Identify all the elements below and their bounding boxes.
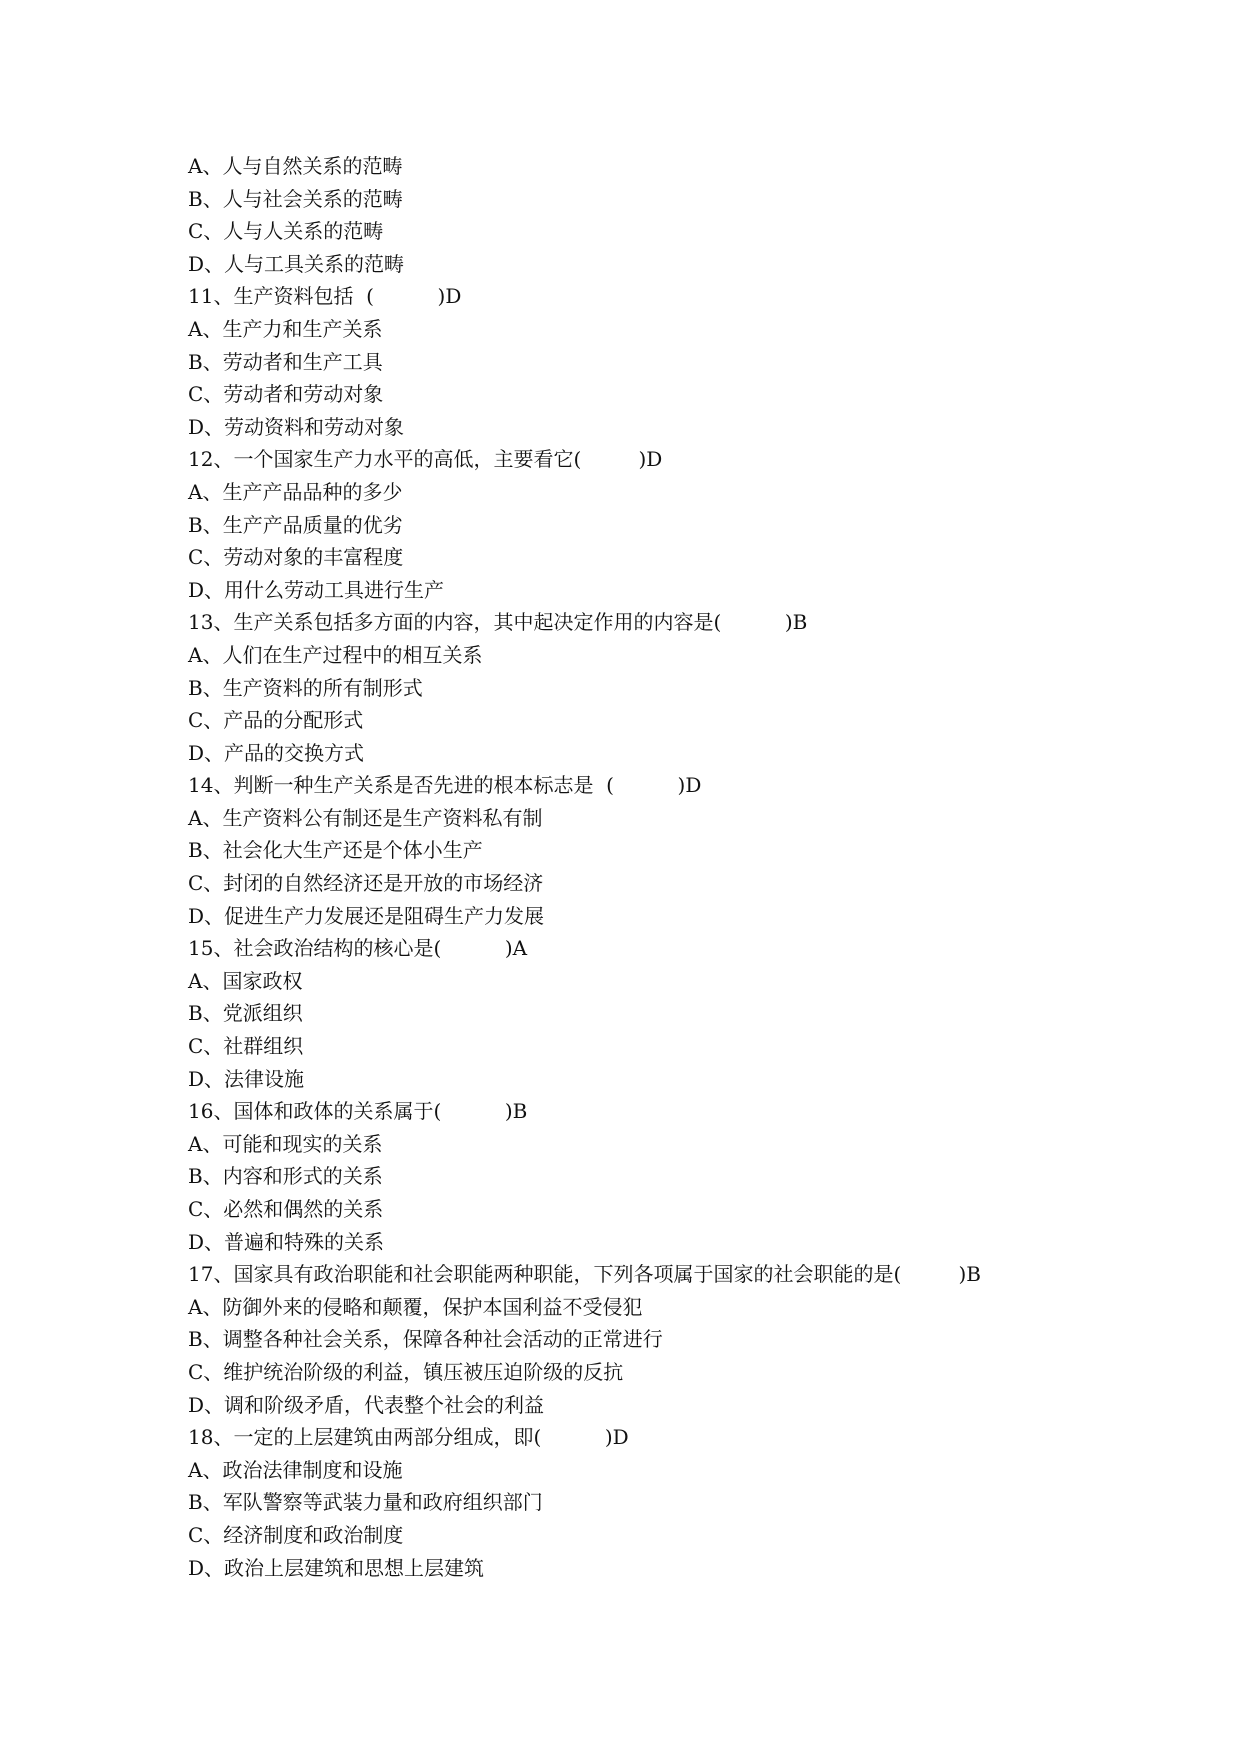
- option-c: C、劳动对象的丰富程度: [188, 545, 404, 570]
- question-16: 16、国体和政体的关系属于( )B: [188, 1099, 528, 1124]
- option-c: C、封闭的自然经济还是开放的市场经济: [188, 871, 544, 896]
- question-17: 17、国家具有政治职能和社会职能两种职能，下列各项属于国家的社会职能的是( )B: [188, 1262, 981, 1287]
- question-14: 14、判断一种生产关系是否先进的根本标志是 ( )D: [188, 773, 702, 798]
- option-d: D、劳动资料和劳动对象: [188, 414, 405, 439]
- option-c: C、维护统治阶级的利益，镇压被压迫阶级的反抗: [188, 1359, 624, 1384]
- option-b: B、调整各种社会关系，保障各种社会活动的正常进行: [188, 1327, 663, 1352]
- option-b: B、社会化大生产还是个体小生产: [188, 838, 483, 863]
- option-b: B、党派组织: [188, 1001, 303, 1026]
- option-a: A、生产资料公有制还是生产资料私有制: [188, 805, 543, 830]
- option-a: A、可能和现实的关系: [188, 1131, 383, 1156]
- question-list: [188, 150, 1088, 1584]
- option-c: C、社群组织: [188, 1034, 304, 1059]
- option-b: B、生产资料的所有制形式: [188, 675, 423, 700]
- option-d: D、促进生产力发展还是阻碍生产力发展: [188, 903, 545, 928]
- question-11: 11、生产资料包括 ( )D: [188, 284, 462, 309]
- option-b: B、生产产品质量的优劣: [188, 512, 403, 537]
- option-b: B、军队警察等武装力量和政府组织部门: [188, 1490, 543, 1515]
- option-c: C、经济制度和政治制度: [188, 1522, 404, 1547]
- option-a: A、政治法律制度和设施: [188, 1457, 403, 1482]
- option-d: D、法律设施: [188, 1066, 305, 1091]
- option-a: A、防御外来的侵略和颠覆，保护本国利益不受侵犯: [188, 1294, 643, 1319]
- option-d: D、普遍和特殊的关系: [188, 1229, 385, 1254]
- option-b: B、内容和形式的关系: [188, 1164, 383, 1189]
- question-18: 18、一定的上层建筑由两部分组成，即( )D: [188, 1425, 629, 1450]
- option-d: D、人与工具关系的范畴: [188, 251, 405, 276]
- question-15: 15、社会政治结构的核心是( )A: [188, 936, 528, 961]
- option-b: B、劳动者和生产工具: [188, 349, 383, 374]
- option-c: C、人与人关系的范畴: [188, 219, 384, 244]
- option-d: D、产品的交换方式: [188, 740, 365, 765]
- option-a: A、人们在生产过程中的相互关系: [188, 642, 483, 667]
- option-a: A、生产力和生产关系: [188, 316, 383, 341]
- option-c: C、必然和偶然的关系: [188, 1197, 384, 1221]
- question-13: 13、生产关系包括多方面的内容，其中起决定作用的内容是( )B: [188, 610, 808, 635]
- option-d: D、政治上层建筑和思想上层建筑: [188, 1555, 485, 1580]
- option-a: A、国家政权: [188, 968, 303, 993]
- question-12: 12、一个国家生产力水平的高低，主要看它( )D: [188, 447, 663, 472]
- option-c: C、劳动者和劳动对象: [188, 382, 384, 407]
- option-c: C、产品的分配形式: [188, 708, 364, 733]
- option-a: A、人与自然关系的范畴: [188, 154, 403, 178]
- option-d: D、调和阶级矛盾，代表整个社会的利益: [188, 1392, 545, 1417]
- option-b: B、人与社会关系的范畴: [188, 186, 403, 211]
- option-d: D、用什么劳动工具进行生产: [188, 577, 445, 602]
- option-a: A、生产产品品种的多少: [188, 479, 403, 504]
